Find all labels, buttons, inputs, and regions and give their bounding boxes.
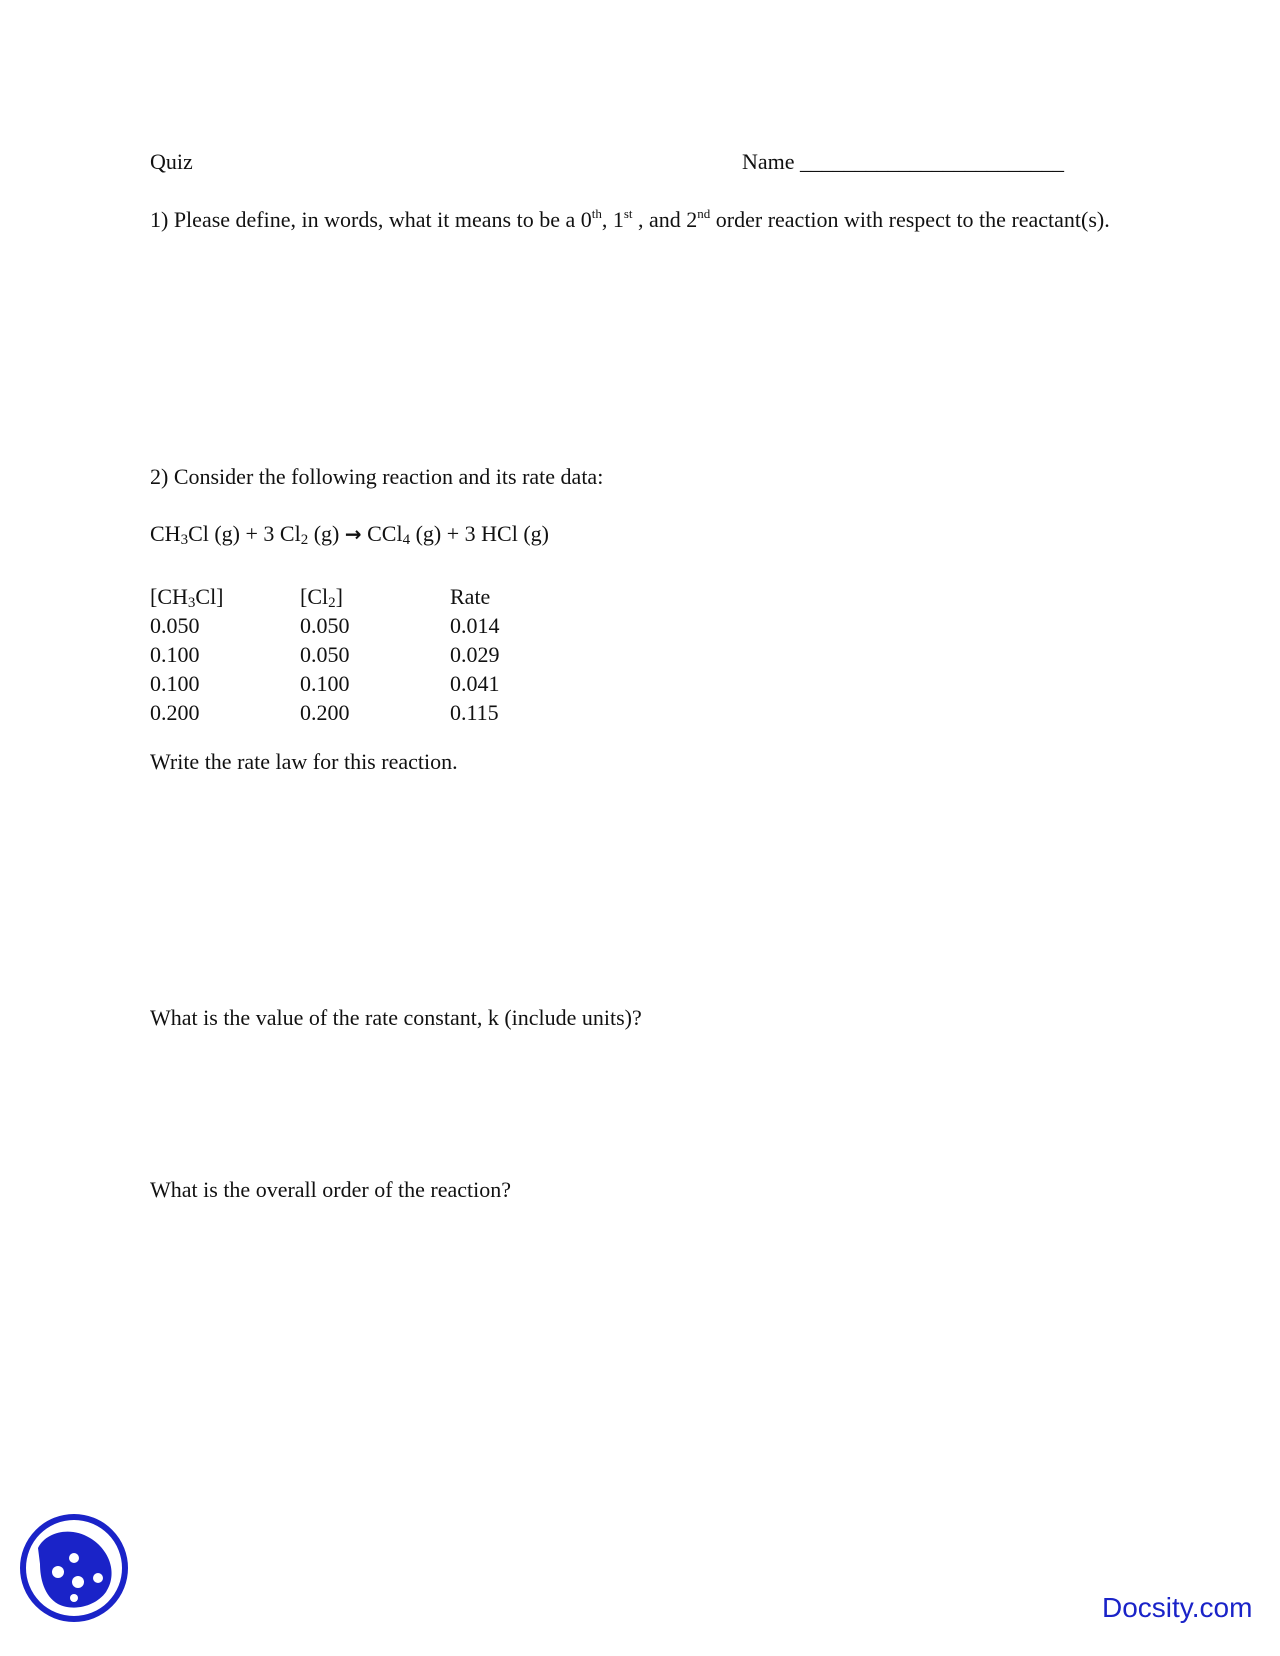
- column-header-rate: Rate: [450, 584, 491, 609]
- column-header-cl2: $[Cl_2]$: [300, 584, 343, 611]
- table-cell: 0.029: [450, 642, 500, 667]
- quiz-title: Quiz: [150, 149, 193, 174]
- docsity-logo-icon[interactable]: [18, 1512, 130, 1624]
- table-cell: 0.050: [300, 613, 350, 638]
- name-label: Name: [742, 149, 795, 174]
- table-row: [150, 642, 570, 671]
- column-header-ch3cl: $[CH_3Cl]$: [150, 584, 224, 611]
- name-blank: ________________________: [800, 149, 1065, 174]
- table-cell: 0.041: [450, 671, 500, 696]
- name-field: [742, 148, 1064, 176]
- table-cell: 0.115: [450, 700, 499, 725]
- table-cell: 0.200: [150, 700, 200, 725]
- overall-order-prompt: What is the overall order of the reaction?: [150, 1177, 512, 1202]
- table-cell: 0.100: [150, 671, 200, 696]
- reaction-arrow-icon: →: [344, 522, 362, 546]
- rate-law-prompt: Write the rate law for this reaction.: [150, 749, 458, 774]
- docsity-brand-link[interactable]: Docsity.com: [1102, 1592, 1253, 1623]
- table-cell: 0.100: [300, 671, 350, 696]
- table-cell: 0.200: [300, 700, 350, 725]
- table-header-row: [150, 584, 570, 613]
- table-row: [150, 671, 570, 700]
- table-row: [150, 700, 570, 729]
- rate-constant-prompt: What is the value of the rate constant, k (include units)?: [150, 1005, 642, 1030]
- table-cell: 0.050: [300, 642, 350, 667]
- table-row: [150, 613, 570, 642]
- rate-data-table: [150, 584, 570, 729]
- table-cell: 0.014: [450, 613, 500, 638]
- reaction-equation: $CH_3Cl$ (g) + 3 $Cl_2$ (g) → CCl$_4$ (g) + 3 HCl (g): [150, 521, 549, 548]
- table-cell: 0.050: [150, 613, 200, 638]
- question-2-intro: 2) Consider the following reaction and its rate data:: [150, 464, 604, 489]
- table-cell: 0.100: [150, 642, 200, 667]
- question-1: 1) Please define, in words, what it means to be a 0th, 1st , and 2nd order reaction with respect to the reactant(s).: [150, 206, 1110, 232]
